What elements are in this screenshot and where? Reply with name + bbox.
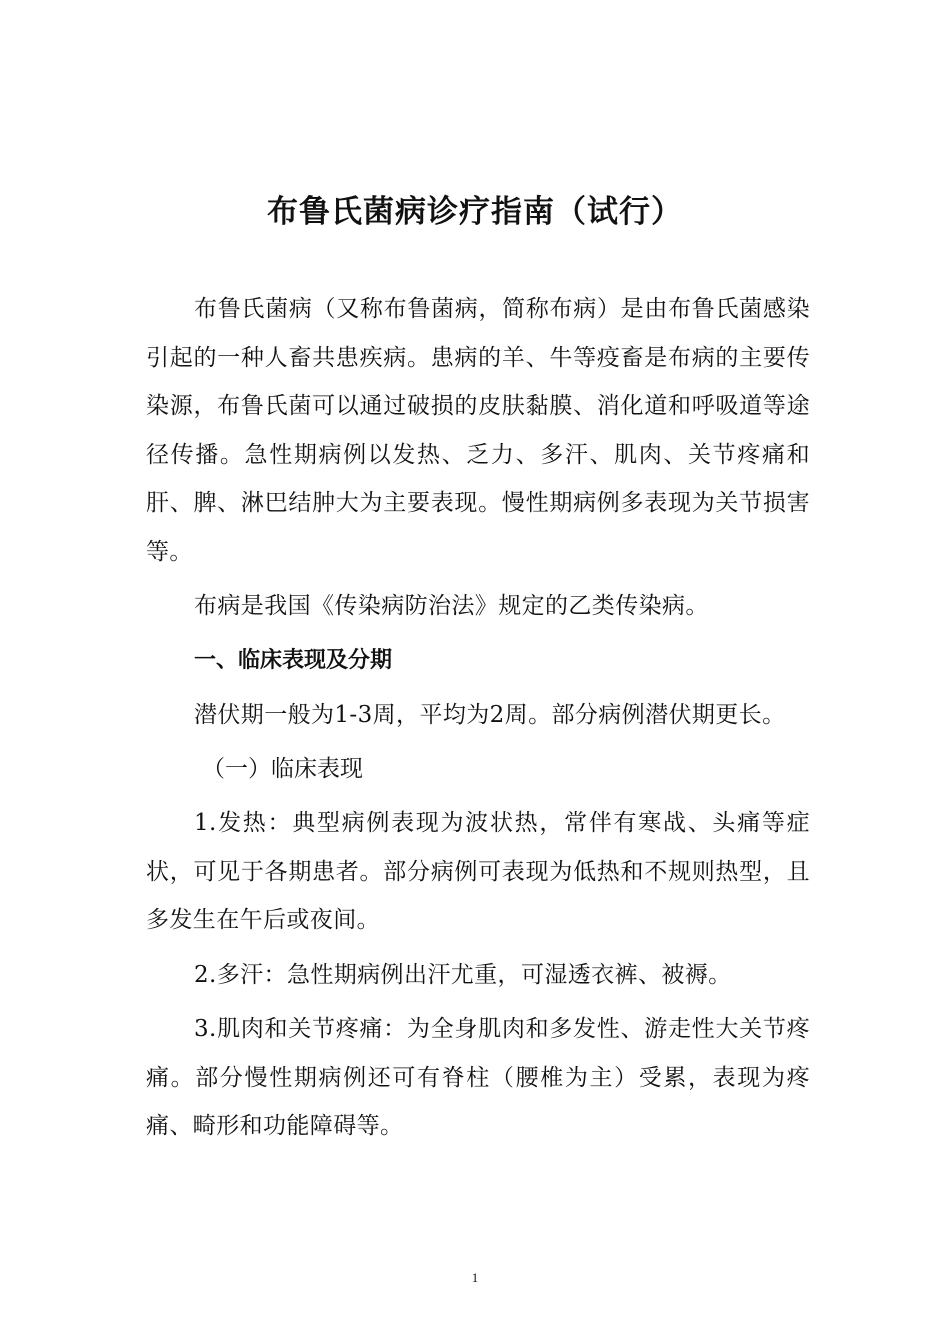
pain-paragraph: 3.肌肉和关节疼痛：为全身肌肉和多发性、游走性大关节疼痛。部分慢性期病例还可有脊柱（腰椎为主）受累，表现为疼痛、畸形和功能障碍等。 [146,1016,810,1139]
intro-paragraph: 布鲁氏菌病（又称布鲁菌病，简称布病）是由布鲁氏菌感染引起的一种人畜共患疾病。患病的羊、牛等疫畜是布病的主要传染源，布鲁氏菌可以通过破损的皮肤黏膜、消化道和呼吸道等途径传播。急性期病例以发热、乏力、多汗、肌肉、关节疼痛和肝、脾、淋巴结肿大为主要表现。慢性期病例多表现为关节损害等。 [146,296,810,565]
sweating-paragraph: 2.多汗：急性期病例出汗尤重，可湿透衣裤、被褥。 [194,961,732,988]
incubation-paragraph: 潜伏期一般为1-3周，平均为2周。部分病例潜伏期更长。 [194,701,786,728]
document-title: 布鲁氏菌病诊疗指南（试行） [267,194,683,230]
subsection-heading-manifestations: （一）临床表现 [202,756,363,782]
fever-paragraph: 1.发热：典型病例表现为波状热，常伴有寒战、头痛等症状，可见于各期患者。部分病例可表现为低热和不规则热型，且多发生在午后或夜间。 [146,810,810,933]
page-number: 1 [471,1270,479,1285]
section-heading-clinical: 一、临床表现及分期 [194,647,393,673]
legal-paragraph: 布病是我国《传染病防治法》规定的乙类传染病。 [194,593,709,619]
document-body [146,285,810,1157]
